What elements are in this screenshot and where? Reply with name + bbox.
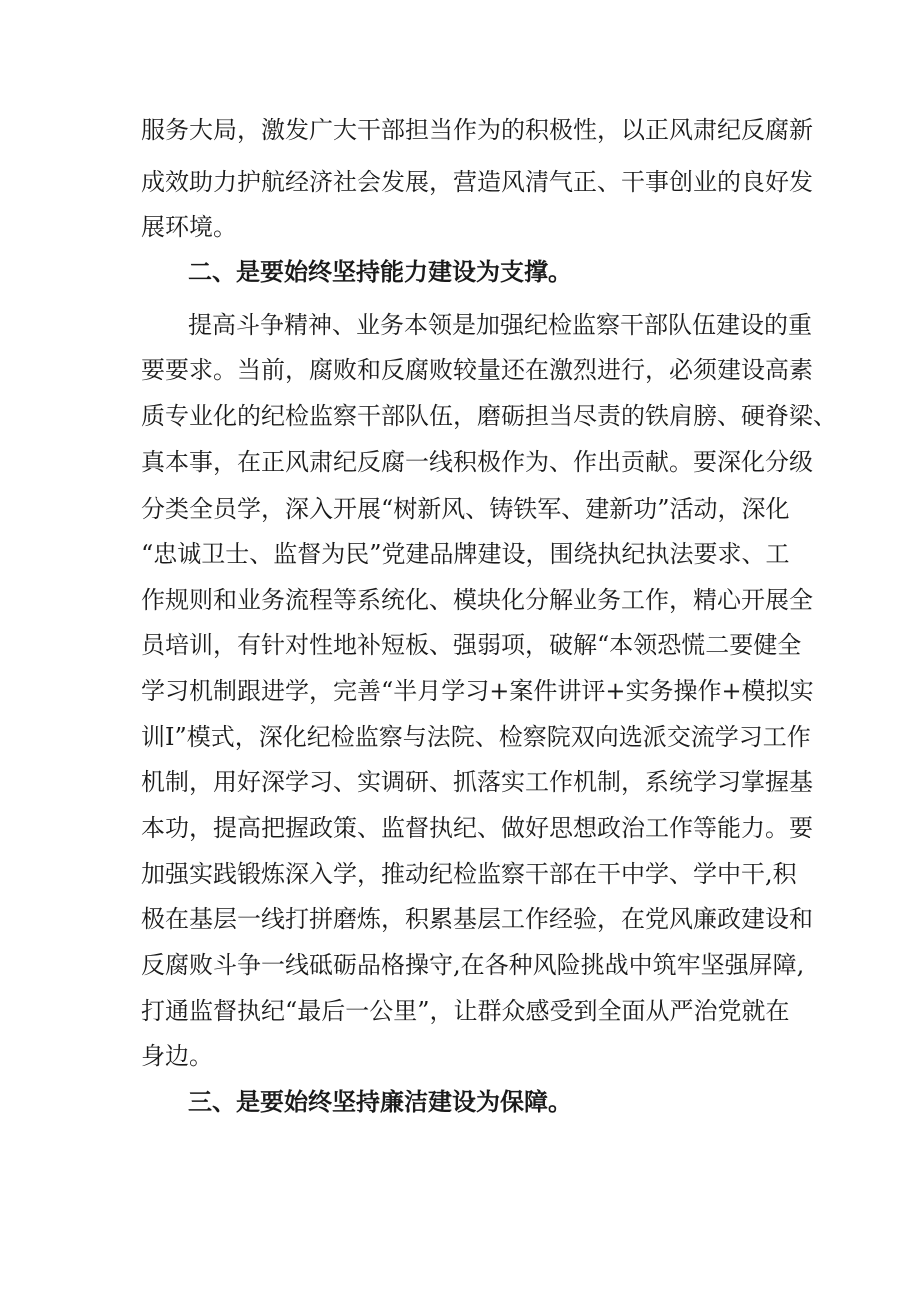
paragraph-1-line-2: 成效助力护航经济社会发展，营造风清气正、干事创业的良好发 [141, 168, 813, 196]
paragraph-2-line-17: 身边。 [141, 1042, 213, 1070]
paragraph-2-line-1: 提高斗争精神、业务本领是加强纪检监察干部队伍建设的重 [188, 311, 812, 339]
section-heading-3: 三、是要始终坚持廉洁建设为保障。 [188, 1088, 572, 1116]
paragraph-2-line-10: 训I”模式，深化纪检监察与法院、检察院双向选派交流学习工作 [141, 723, 811, 751]
paragraph-1-line-3: 展环境。 [141, 213, 237, 241]
paragraph-2-line-6: “忠诚卫士、监督为民”党建品牌建设，围绕执纪执法要求、工 [141, 540, 790, 568]
paragraph-1-line-1: 服务大局，激发广大干部担当作为的积极性，以正风肃纪反腐新 [141, 116, 813, 144]
paragraph-2-line-7: 作规则和业务流程等系统化、模块化分解业务工作，精心开展全 [141, 586, 813, 614]
paragraph-2-line-15: 反腐败斗争一线砥砺品格操守,在各种风险挑战中筑牢坚强屏障, [141, 951, 805, 979]
paragraph-2-line-16: 打通监督执纪“最后一公里”，让群众感受到全面从严治党就在 [141, 997, 790, 1025]
paragraph-2-line-4: 真本事，在正风肃纪反腐一线积极作为、作出贡献。要深化分级 [141, 448, 813, 476]
paragraph-2-line-12: 本功，提高把握政策、监督执纪、做好思想政治工作等能力。要 [141, 814, 813, 842]
paragraph-2-line-8: 员培训，有针对性地补短板、强弱项，破解“本领恐慌二要健全 [141, 631, 802, 659]
paragraph-2-line-11: 机制，用好深学习、实调研、抓落实工作机制，系统学习掌握基 [141, 768, 813, 796]
paragraph-2-line-5: 分类全员学，深入开展“树新风、铸铁军、建新功”活动，深化 [141, 495, 790, 523]
paragraph-2-line-14: 极在基层一线打拼磨炼，积累基层工作经验，在党风廉政建设和 [141, 905, 813, 933]
paragraph-2-line-2: 要要求。当前，腐败和反腐败较量还在激烈进行，必须建设高素 [141, 356, 813, 384]
paragraph-2-line-13: 加强实践锻炼深入学，推动纪检监察干部在干中学、学中干,积 [141, 860, 797, 888]
section-heading-2: 二、是要始终坚持能力建设为支撑。 [188, 258, 572, 286]
paragraph-2-line-3: 质专业化的纪检监察干部队伍，磨砺担当尽责的铁肩膀、硬脊梁、 [141, 402, 837, 430]
paragraph-2-line-9: 学习机制跟进学，完善“半月学习+案件讲评+实务操作+模拟实 [141, 677, 814, 705]
